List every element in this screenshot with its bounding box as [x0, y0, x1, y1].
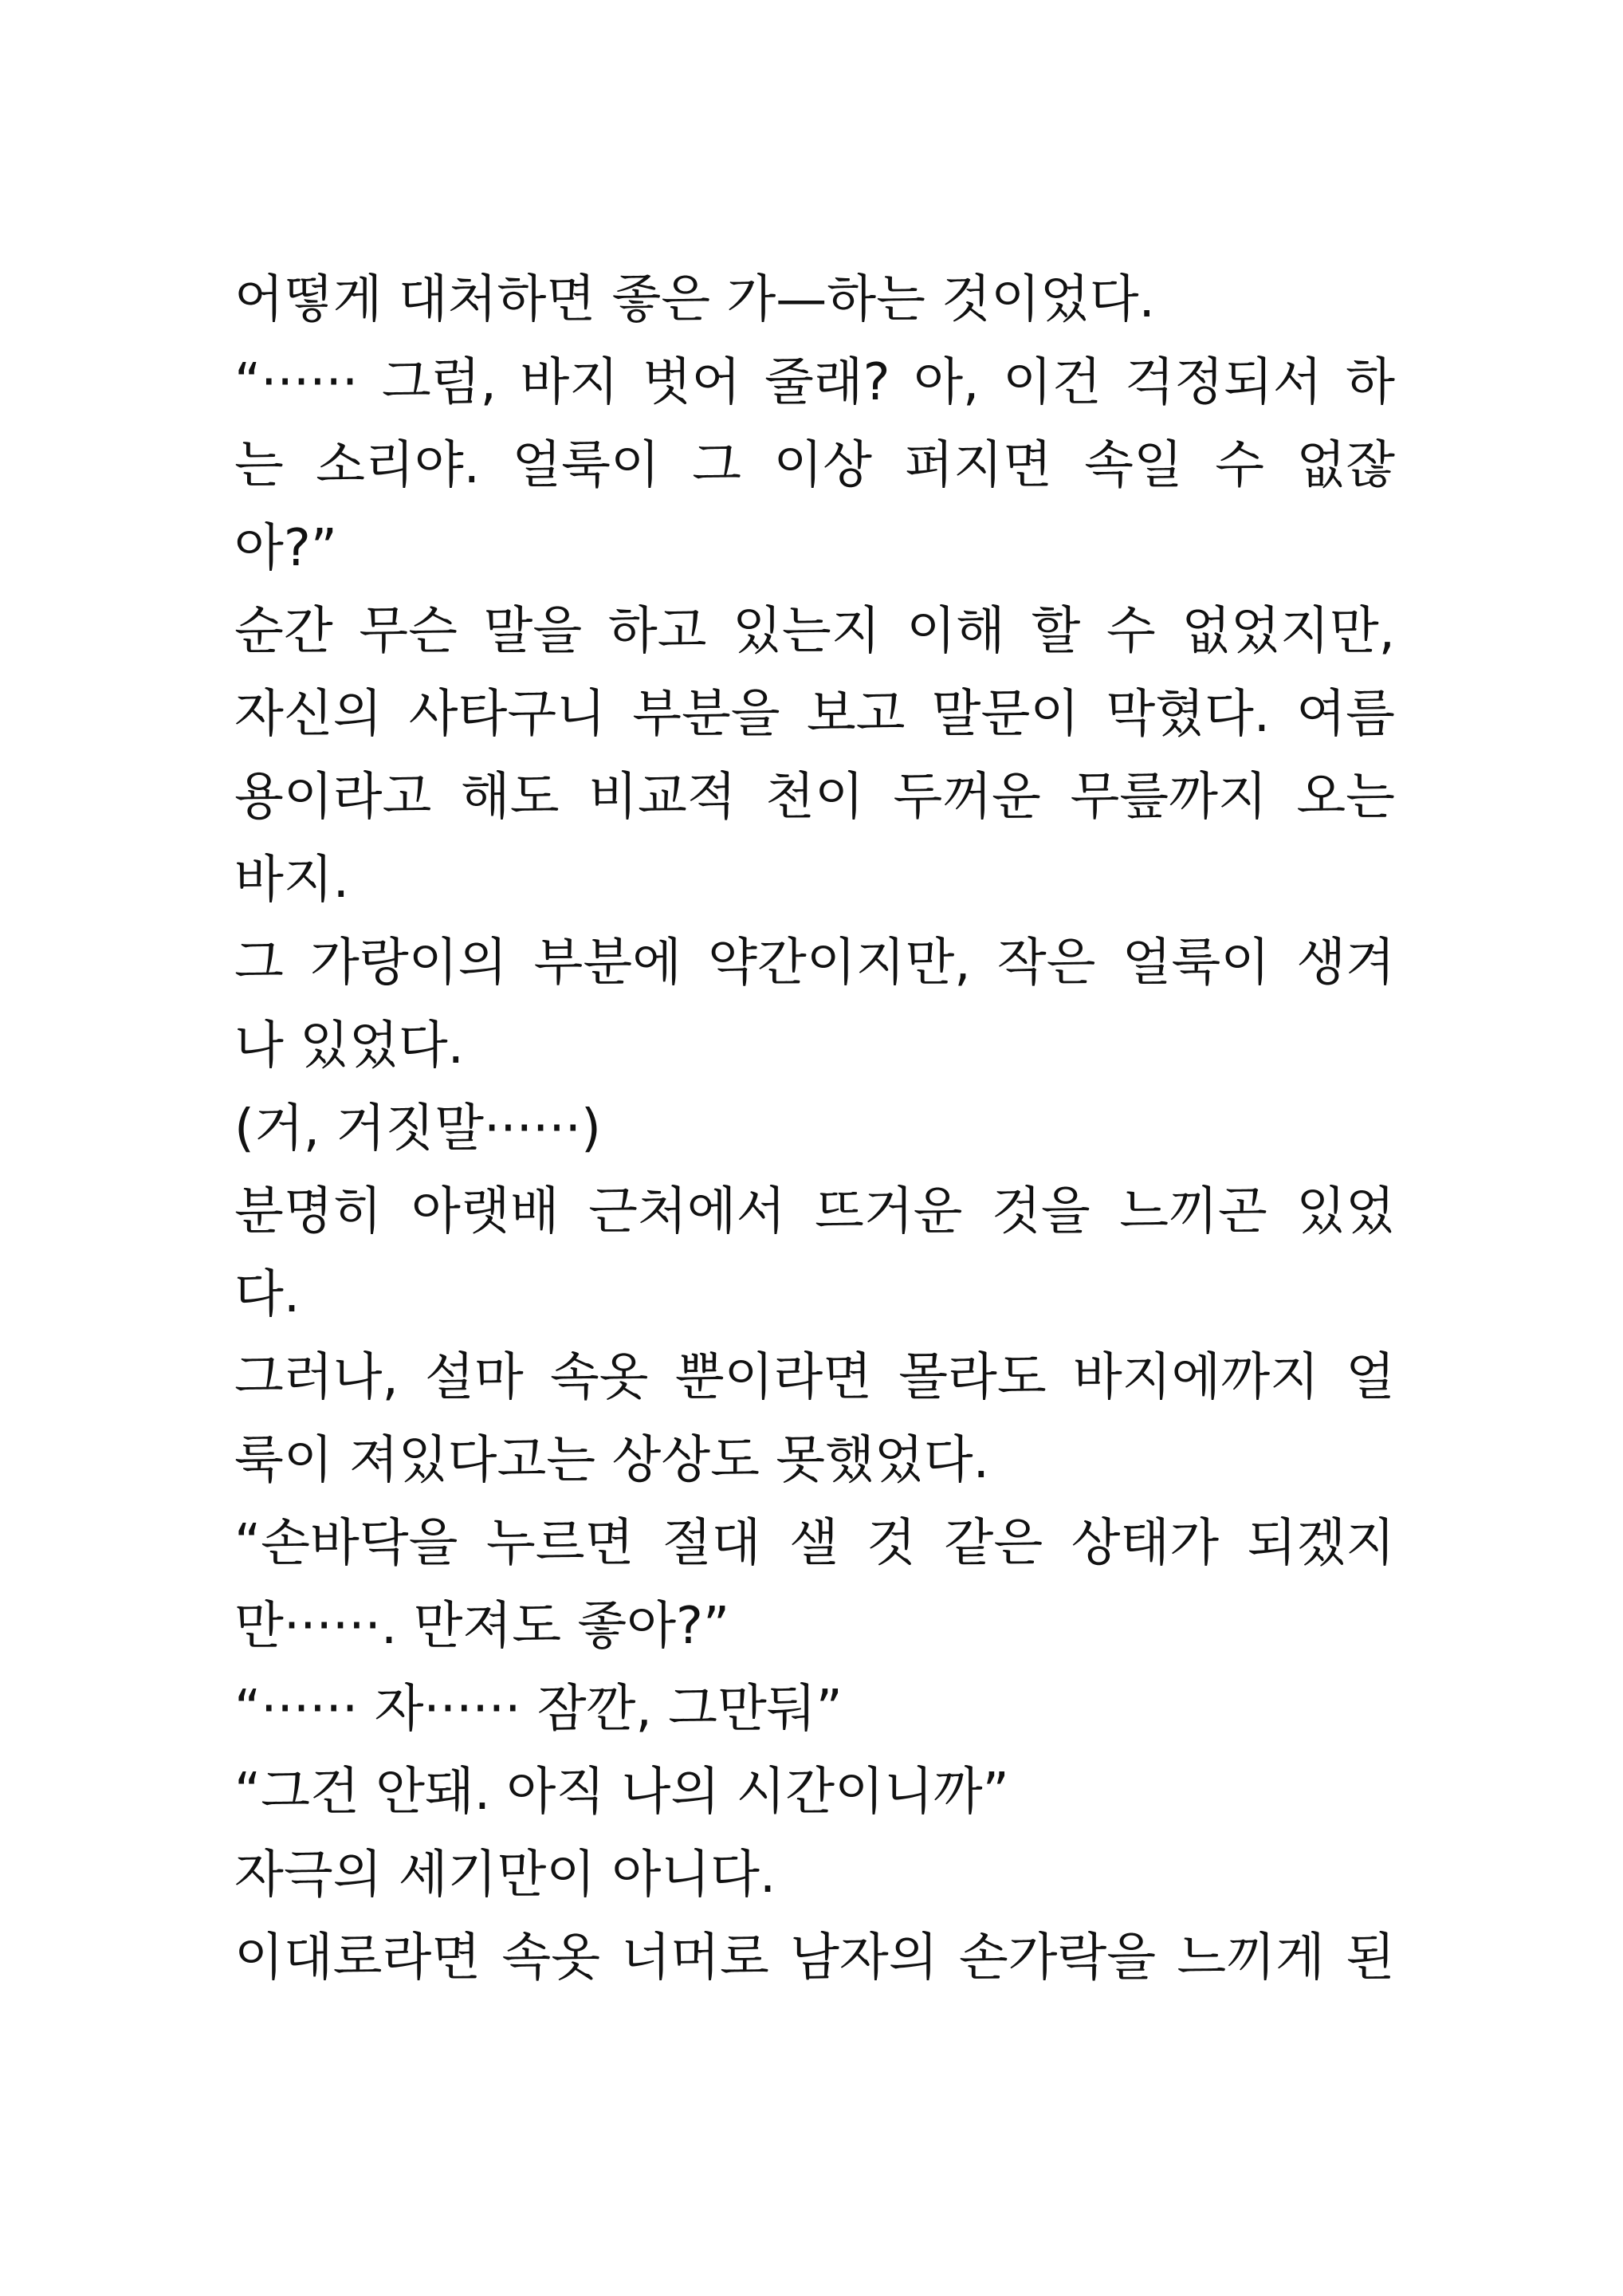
text-line: “······ 자······ 잠깐, 그만둬”	[234, 1680, 843, 1739]
text-line: 는 소리야. 얼룩이 그 이상 퍼지면 속일 수 없잖	[234, 436, 1395, 495]
text-line: 나 있었다.	[234, 1016, 464, 1075]
text-line: 어떻게 대처하면 좋은 가—하는 것이었다.	[234, 270, 1155, 329]
text-line: 자신의 사타구니 부분을 보고 말문이 막혔다. 여름	[234, 685, 1395, 744]
text-line: “손바닥을 누르면 절대 샐 것 같은 상태가 되겠지	[234, 1514, 1395, 1573]
text-line: “그건 안돼. 아직 나의 시간이니까”	[234, 1763, 1009, 1822]
text-line: 용이라고 해도 비교적 천이 두꺼운 무릎까지 오는	[234, 768, 1395, 827]
text-line: “······ 그럼, 바지 벗어 줄래? 아, 이건 걱정되서 하	[234, 353, 1395, 412]
text-line: 그 가랑이의 부분에 약간이지만, 작은 얼룩이 생겨	[234, 934, 1395, 993]
text-line: 다.	[234, 1265, 301, 1324]
text-line: 이대로라면 속옷 너머로 남자의 손가락을 느끼게 된	[234, 1928, 1395, 1987]
text-line: 분명히 아랫배 근처에서 뜨거운 것을 느끼곤 있었	[234, 1182, 1395, 1241]
text-line: 아?”	[234, 519, 337, 578]
body-text	[234, 258, 1395, 1999]
text-line: 바지.	[234, 851, 349, 910]
text-line: 자극의 세기만이 아니다.	[234, 1846, 776, 1905]
text-line: 룩이 져있다고는 상상도 못했었다.	[234, 1431, 989, 1490]
text-line: (거, 거짓말······)	[234, 1099, 601, 1158]
text-line: 순간 무슨 말을 하고 있는지 이해 할 수 없었지만,	[234, 602, 1395, 661]
text-line: 그러나, 설마 속옷 뿐이라면 몰라도 바지에까지 얼	[234, 1348, 1395, 1407]
text-line: 만······. 만져도 좋아?”	[234, 1597, 730, 1656]
